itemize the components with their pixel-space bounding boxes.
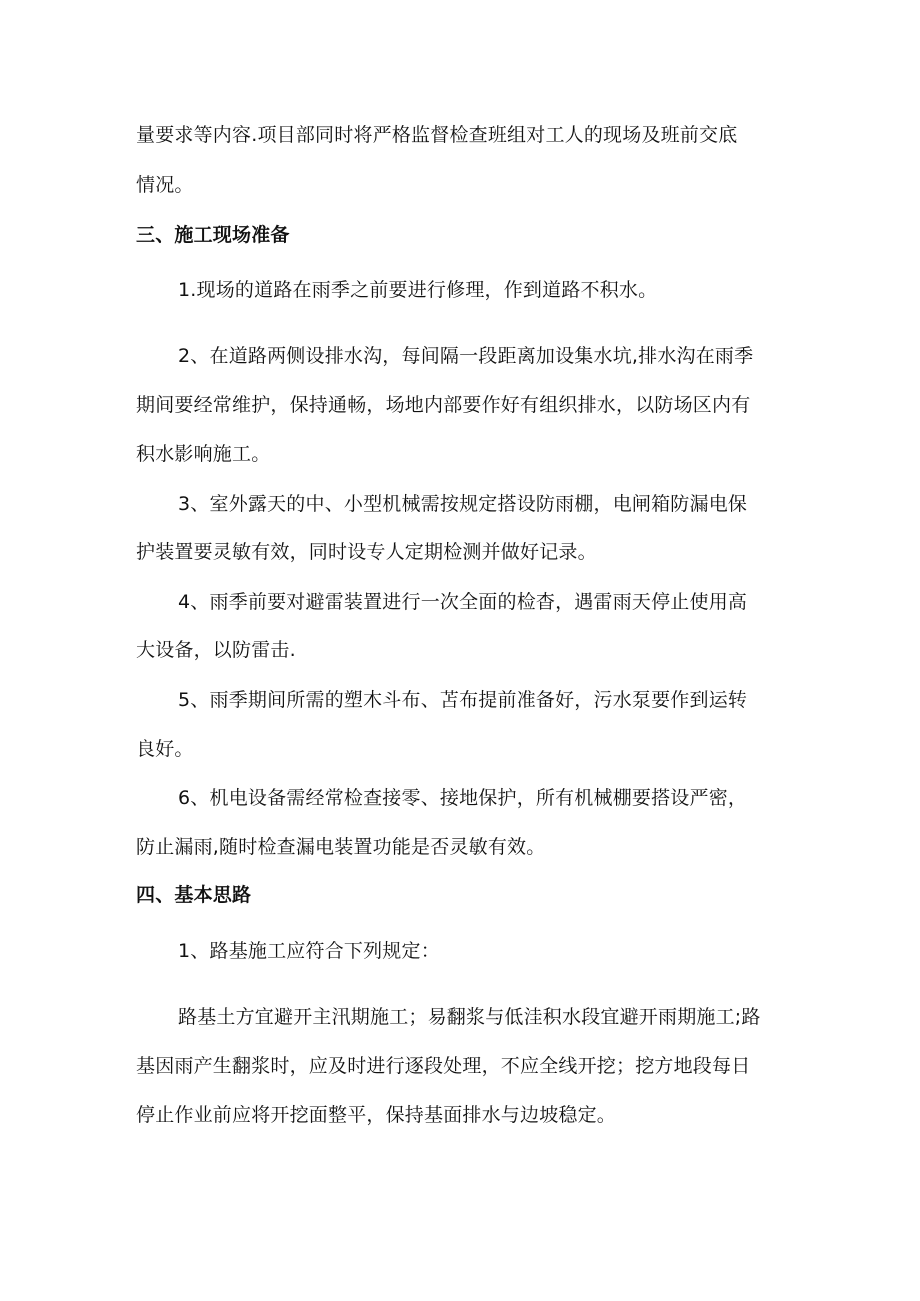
section-heading: 四、基本思路 — [136, 884, 252, 906]
paragraph-line: 2、在道路两侧设排水沟，每间隔一段距离加设集水坑,排水沟在雨季 — [178, 345, 754, 367]
paragraph-line: 大设备，以防雷击. — [136, 639, 296, 661]
paragraph-line: 3、室外露天的中、小型机械需按规定搭设防雨棚，电闸箱防漏电保 — [178, 493, 748, 515]
paragraph-line: 护装置要灵敏有效，同时设专人定期检测并做好记录。 — [136, 541, 597, 563]
section-heading: 三、施工现场准备 — [136, 224, 290, 246]
paragraph-line: 4、雨季前要对避雷装置进行一次全面的检杳，遇雷雨天停止使用高 — [178, 591, 748, 613]
paragraph-line: 1、路基施工应符合下列规定： — [178, 940, 440, 962]
paragraph-line: 积水影响施工。 — [136, 443, 271, 465]
paragraph-line: 基因雨产生翻浆时，应及时进行逐段处理，不应全线开挖；挖方地段每日 — [136, 1055, 751, 1077]
paragraph-line: 良好。 — [136, 738, 194, 760]
paragraph-line: 路基土方宜避开主汛期施工；易翻浆与低洼积水段宜避开雨期施工;路 — [178, 1006, 761, 1028]
paragraph-line: 防止漏雨,随时检查漏电装置功能是否灵敏有效。 — [136, 836, 546, 858]
paragraph-line: 5、雨季期间所需的塑木斗布、苫布提前准备好，污水泵要作到运转 — [178, 689, 748, 711]
paragraph-line: 6、机电设备需经常检查接零、接地保护，所有机械棚要搭设严密， — [178, 787, 748, 809]
paragraph-line: 停止作业前应将开挖面整平，保持基面排水与边坡稳定。 — [136, 1104, 617, 1126]
paragraph-line: 量要求等内容.项目部同时将严格监督检查班组对工人的现场及班前交底 — [136, 124, 738, 146]
paragraph-line: 期间要经常维护，保持通畅，场地内部要作好有组织排水，以防场区内有 — [136, 394, 751, 416]
paragraph-line: 1.现场的道路在雨季之前要进行修理，作到道路不积水。 — [178, 279, 658, 301]
paragraph-line: 情况。 — [136, 174, 194, 196]
